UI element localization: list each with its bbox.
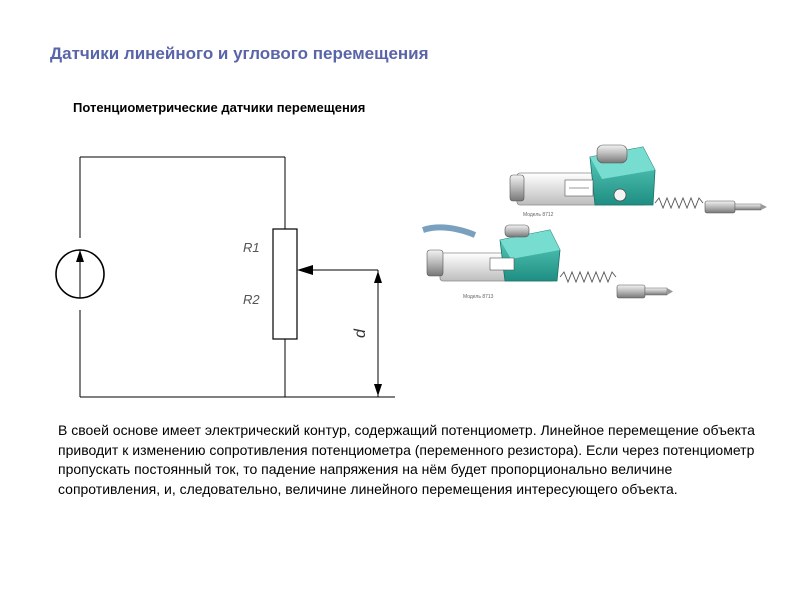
model-label-8712: Модель 8712 [523,212,554,218]
current-source-arrowhead [76,250,84,262]
label-r2: R2 [243,292,260,307]
slide-subtitle: Потенциометрические датчики перемещения [73,100,366,115]
dimension-arrow-top [374,271,382,283]
model-label-8713: Модель 8713 [463,294,494,300]
sensor-products-photo [405,135,775,315]
wiper-arrowhead [297,265,313,275]
potentiometer-resistor [273,229,297,339]
sensor-8713 [423,225,673,298]
dimension-arrow-bottom [374,384,382,396]
label-displacement-d: d [352,329,369,338]
slide-title: Датчики линейного и углового перемещения [50,44,429,63]
label-r1: R1 [243,240,260,255]
sensor-8712 [510,145,767,213]
potentiometer-circuit-diagram [0,0,420,410]
description-paragraph: В своей основе имеет электрический контур, содержащий потенциометр. Линейное перемещение объекта приводит к изменению сопротивления потенциометра (переменного резистора). Если через потенциометр пропускать постоянный ток, то падение напряжения на нём будет пропорционально величине сопротивления, и, следовательно, величине линейного перемещения интересующего объекта. [58,422,755,497]
